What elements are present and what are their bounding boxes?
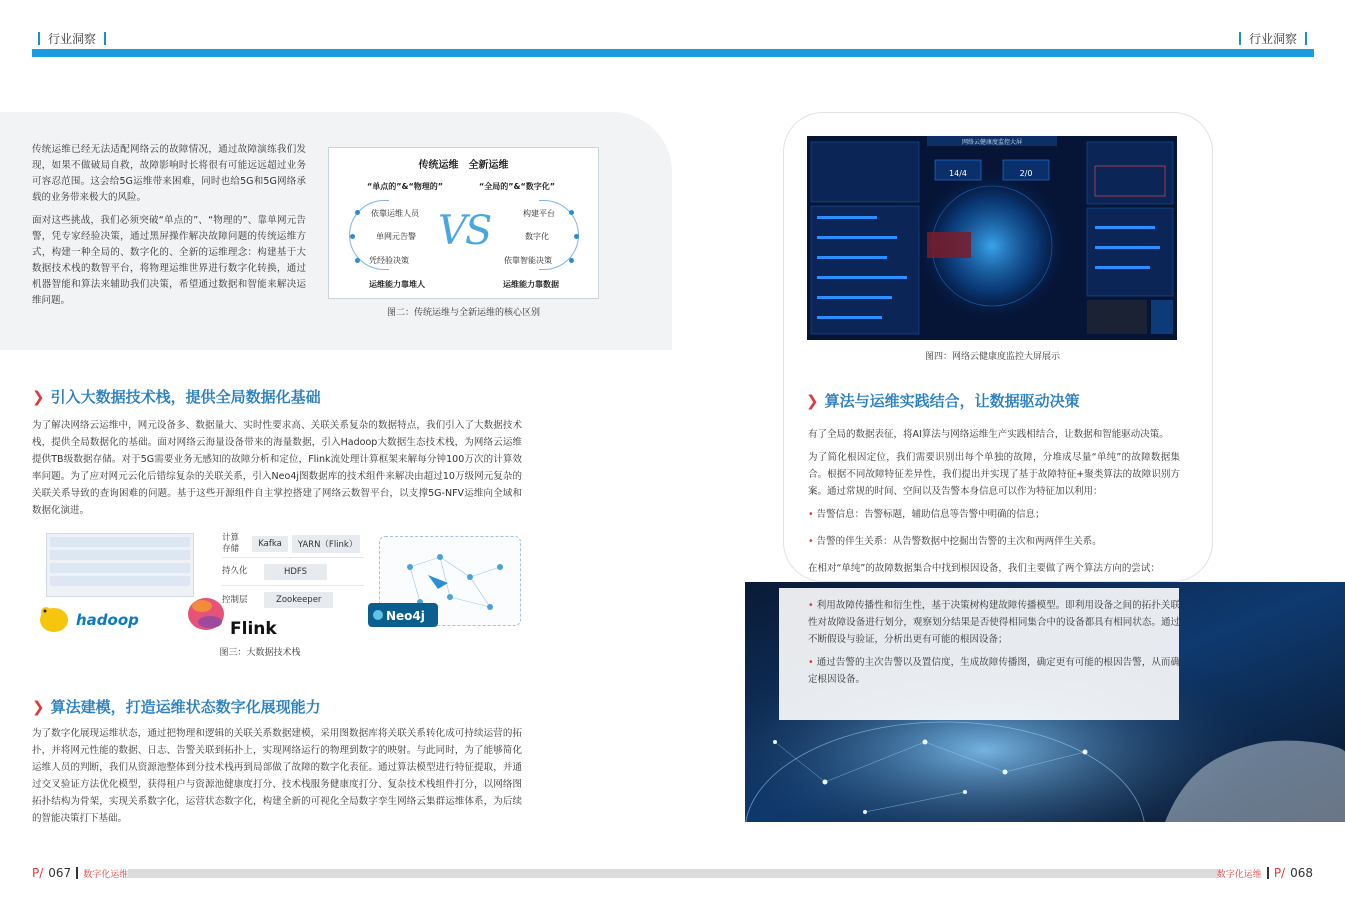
bullet-mark: • (808, 536, 814, 547)
vs-right-item-1: 构建平台 (523, 209, 555, 218)
section3-heading-text: 算法与运维实践结合，让数据驱动决策 (824, 392, 1080, 410)
page-prefix: P/ (32, 866, 44, 880)
dashboard-stat-2: 2/0 (1019, 169, 1033, 178)
right-dot-3 (569, 258, 574, 263)
health-dashboard-image (807, 136, 1177, 340)
section1-paragraph: 为了解决网络云运维中，网元设备多、数据量大、实时性要求高、关联关系复杂的数据特点，我们引入了大数据技术栈，提供全局数据化的基础。面对网络云海量设备带来的海量数据，引入Hadoop大数据生态技术栈，为网络云运维提供TB级数据存储。对于5G需要业务无感知的故障分析和定位，Flink流处理计算框架来解每分钟100万次的计算效率问题。为了应对网元云化后错综复杂的关联关系，引入Neo4j图数据库的技术组件来解决由超过10万级网元复杂的关联关系导致的查询困难的问题。基于这些开源组件自主掌控搭建了网络云数智平台，以支撑5G-NFV运维向全域和数据化演进。 (32, 420, 522, 516)
footer-separator (1267, 867, 1269, 879)
tech-row-compute (222, 530, 364, 558)
chevron-right-icon: ❯ (32, 387, 45, 406)
tech-row-label: 控制层 (222, 594, 248, 605)
tech-row-persistence (222, 558, 364, 586)
footer-right (1217, 866, 1313, 880)
stack-row (50, 550, 190, 560)
section3-bullet-3: 利用故障传播性和衍生性，基于决策树构建故障传播模型。即利用设备之间的拓扑关联性对故障设备进行划分，观察划分结果是否使得相同集合中的设备都具有相同状态。通过不断假设与验证，分析出更有可能的根因设备； (808, 600, 1180, 645)
vs-diagram-title: 传统运维 全新运维 (418, 160, 509, 171)
section3-paragraph-2: 为了简化根因定位，我们需要识别出每个单独的故障，分堆成尽量“单纯”的故障数据集合。根据不同故障特征差异性，我们提出并实现了基于故障特征+聚类算法的故障识别方案。通过常规的时间、空间以及告警本身信息可以作为特征加以利用： (808, 452, 1180, 497)
intro-paragraph-2: 面对这些挑战，我们必须突破“单点的”、“物理的”、靠单网元告警，凭专家经验决策，通过黑屏操作解决故障问题的传统运维方式，构建一种全局的、数字化的、全新的运维理念：构建基于大数据技术栈的数智平台，将物理运维世界进行数字化转换，通过机器智能和算法来辅助我们决策，希望通过数据和智能来解决运维问题。 (32, 215, 306, 306)
bigdata-figure (32, 528, 532, 658)
stack-row (50, 576, 190, 586)
dashboard-stat-1: 14/4 (949, 169, 967, 178)
bullet-mark: • (808, 509, 814, 520)
section3-bullet-2: 告警的伴生关系：从告警数据中挖掘出告警的主次和两两伴生关系。 (816, 536, 1102, 547)
stack-row (50, 563, 190, 573)
tech-row-label: 计算 存储 (222, 532, 240, 554)
section3-bullets (808, 597, 1180, 694)
intro-paragraph-1: 传统运维已经无法适配网络云的故障情况，通过故障演练我们发现，如果不做破局自救，故障影响时长将很有可能远远超过业务可容忍范围。这会给5G运维带来困难，同时也给5G和5G网络承载的业务带来极大的风险。 (32, 144, 306, 203)
tech-row-label: 持久化 (222, 566, 248, 576)
page-number-right: 068 (1290, 866, 1313, 880)
vs-left-item-2: 单网元告警 (376, 232, 416, 241)
section2-heading-text: 算法建模，打造运维状态数字化展现能力 (50, 698, 321, 716)
stack-row (50, 537, 190, 547)
vs-left-item-3: 凭经验决策 (369, 256, 409, 265)
hadoop-logo-text: hadoop (76, 611, 139, 629)
section3-paragraph-3: 在相对“单纯”的故障数据集合中找到根因设备，我们主要做了两个算法方向的尝试： (808, 563, 1160, 574)
neo4j-logo-text: Neo4j (386, 609, 425, 623)
footer-divider (128, 869, 1218, 878)
vs-right-subtitle: “全局的”&“数字化” (479, 182, 556, 191)
left-dot-3 (355, 258, 360, 263)
footer-category-left: 数字化运维 (83, 869, 129, 880)
section2-paragraph: 为了数字化展现运维状态，通过把物理和逻辑的关联关系数据建模，采用图数据库将关联关系转化成可持续运营的拓扑，并将网元性能的数据、日志、告警关联到拓扑上，实现网络运行的物理到数字的映射。与此同时，为了能够简化运维人员的判断，我们从资源池整体到分技术栈再到局部做了故障的数字化表征。通过算法模型进行特征提取，并通过交叉验证方法优化模型，获得租户与资源池健康度打分、技术栈服务健康度打分、复杂技术栈组件打分，以网络图拓扑结构为骨架，实现关系数字化，运营状态数字化，构建全新的可视化全局数字孪生网络云集群运维体系，为后续的智能决策打下基础。 (32, 728, 522, 824)
section1-heading (32, 386, 321, 407)
vs-mark: VS (438, 208, 491, 254)
section3-bullet-4: 通过告警的主次告警以及置信度，生成故障传播图，确定更有可能的根因告警，从而确定根因设备。 (808, 657, 1180, 685)
vs-right-footer: 运维能力靠数据 (503, 280, 559, 289)
footer-separator (76, 867, 78, 879)
section3-heading (806, 390, 1080, 411)
tech-stack-table (222, 530, 364, 614)
tech-cell: HDFS (264, 564, 327, 580)
vs-left-subtitle: “单点的”&“物理的” (367, 182, 444, 191)
tech-cell: YARN（Flink） (292, 535, 360, 553)
section2-body (32, 725, 522, 833)
neo4j-logo (368, 601, 438, 629)
header-divider (32, 49, 1314, 57)
hadoop-logo (32, 598, 142, 638)
vs-left-item-1: 依靠运维人员 (371, 209, 419, 218)
vs-right-item-3: 依靠智能决策 (504, 256, 552, 265)
section3-bullet-1: 告警信息：告警标题，辅助信息等告警中明确的信息； (816, 509, 1045, 520)
tech-row-control (222, 586, 364, 614)
section1-heading-text: 引入大数据技术栈，提供全局数据化基础 (50, 388, 321, 406)
section3-paragraph-1: 有了全局的数据表征，将AI算法与网络运维生产实践相结合，让数据和智能驱动决策。 (808, 429, 1169, 440)
vs-diagram (328, 147, 599, 299)
section1-body (32, 417, 522, 525)
header-tag-left-text: 行业洞察 (48, 32, 97, 46)
chevron-right-icon: ❯ (806, 391, 819, 410)
header-tag-right-text: 行业洞察 (1248, 32, 1297, 46)
page-number-left: 067 (48, 866, 72, 880)
hadoop-stack-diagram (46, 533, 194, 597)
figure3-caption: 图三：大数据技术栈 (219, 648, 301, 658)
figure4-caption: 图四：网络云健康度监控大屏展示 (924, 352, 1060, 362)
left-dot-1 (355, 210, 360, 215)
flink-logo-text: Flink (230, 619, 277, 639)
tech-cell: Zookeeper (264, 592, 333, 608)
tech-cell: Kafka (252, 536, 288, 552)
right-dot-2 (574, 234, 579, 239)
page-prefix: P/ (1273, 866, 1286, 880)
bullet-mark: • (808, 657, 814, 668)
header-tag-left (38, 30, 106, 47)
vs-right-item-2: 数字化 (525, 232, 549, 241)
figure2-caption: 图二：传统运维与全新运维的核心区别 (386, 308, 540, 318)
dashboard-title: 网络云健康度监控大屏 (961, 139, 1023, 146)
bullet-mark: • (808, 600, 814, 611)
footer-left (32, 866, 128, 880)
vs-left-footer: 运维能力靠堆人 (369, 280, 425, 289)
header-tag-right (1239, 30, 1307, 47)
footer-category-right: 数字化运维 (1216, 869, 1262, 880)
section3-body (808, 426, 1180, 583)
intro-text (32, 142, 306, 316)
section2-heading (32, 696, 321, 717)
right-dot-1 (569, 210, 574, 215)
chevron-right-icon: ❯ (32, 697, 45, 716)
left-dot-2 (350, 234, 355, 239)
